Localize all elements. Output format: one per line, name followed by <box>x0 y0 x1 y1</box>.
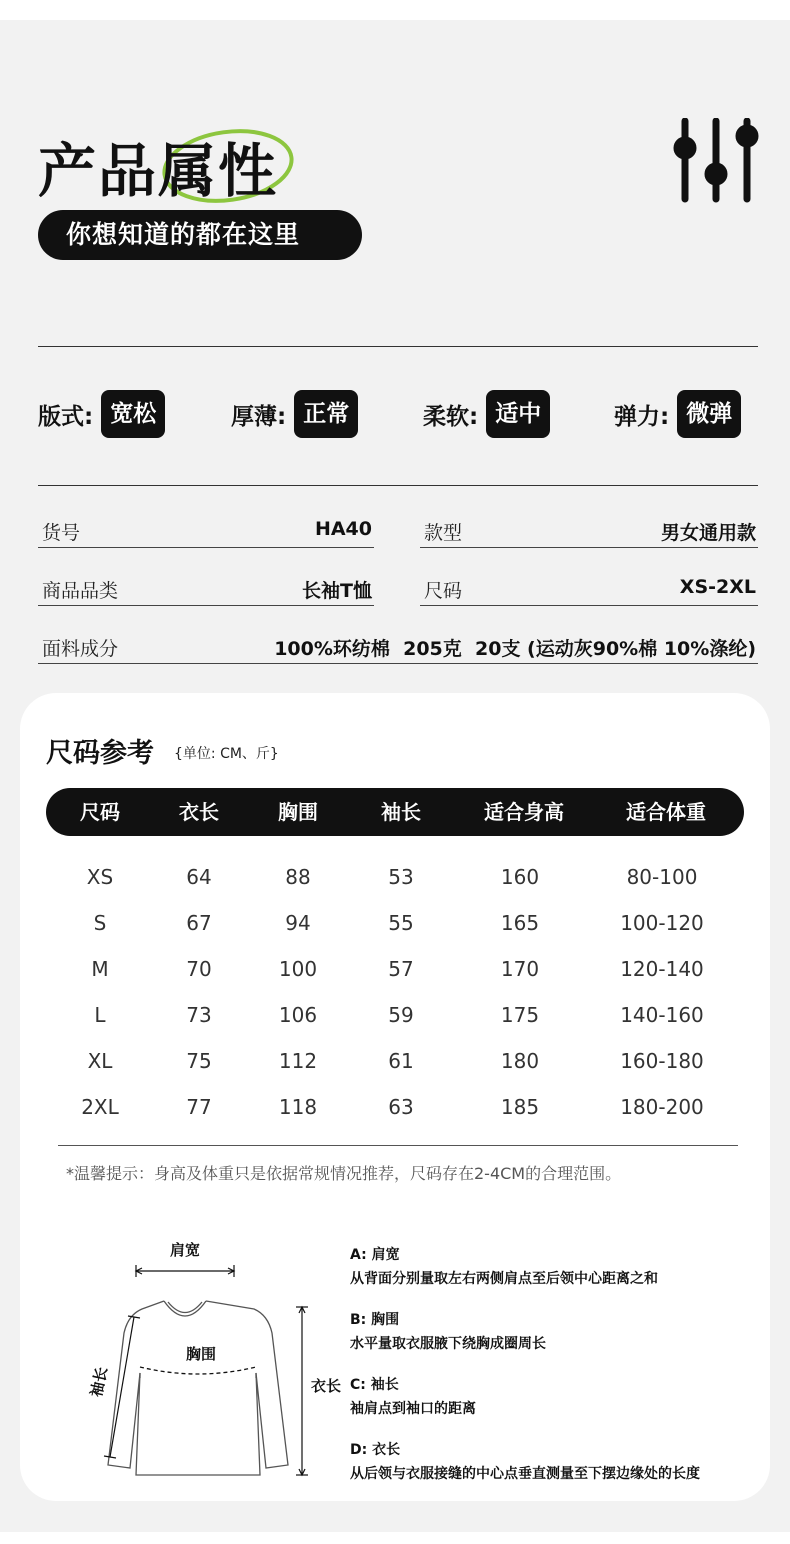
info-value: 男女通用款 <box>660 522 756 544</box>
length-label: 衣长 <box>310 1377 342 1395</box>
col-header: 衣长 <box>179 800 219 824</box>
attr-label: 厚薄: <box>231 403 287 430</box>
attr-label: 版式: <box>38 403 94 430</box>
page-background <box>0 20 790 1532</box>
table-cell: 160 <box>500 865 540 889</box>
shoulder-label: 肩宽 <box>169 1241 201 1259</box>
row-line <box>38 547 374 548</box>
table-cell: 70 <box>186 957 212 981</box>
info-fabric <box>38 634 758 664</box>
info-label: 货号 <box>42 522 81 544</box>
measure-desc: 从背面分别量取左右两侧肩点至后领中心距离之和 <box>350 1271 658 1287</box>
row-line <box>38 605 374 606</box>
col-header: 适合身高 <box>484 800 564 824</box>
table-cell: 118 <box>278 1095 318 1119</box>
measure-sleeve <box>350 1374 476 1418</box>
table-cell: 170 <box>500 957 540 981</box>
info-label: 尺码 <box>424 580 463 602</box>
attr-thickness <box>231 390 358 438</box>
col-header: 袖长 <box>381 800 421 824</box>
length-arrow <box>296 1307 308 1475</box>
sleeve-label: 袖长 <box>87 1365 112 1399</box>
chest-line <box>140 1367 256 1374</box>
tshirt-diagram <box>70 1223 350 1483</box>
table-cell: 175 <box>500 1003 540 1027</box>
measure-title: D: 衣长 <box>350 1442 401 1458</box>
page-title: 产品属性 <box>38 137 279 205</box>
table-cell: 53 <box>388 865 414 889</box>
size-table-header <box>46 788 744 836</box>
info-label: 商品品类 <box>42 580 119 602</box>
measure-length <box>350 1439 700 1483</box>
attr-value-chip: 适中 <box>486 390 550 438</box>
table-cell: 180 <box>500 1049 540 1073</box>
table-cell: 73 <box>186 1003 212 1027</box>
table-cell: 140-160 <box>620 1003 704 1027</box>
measure-chest <box>350 1309 546 1353</box>
row-line <box>420 547 758 548</box>
attr-elasticity <box>614 390 741 438</box>
attr-label: 柔软: <box>423 403 479 430</box>
table-cell: 100 <box>278 957 318 981</box>
measure-desc: 袖肩点到袖口的距离 <box>350 1401 476 1417</box>
attr-value-chip: 宽松 <box>101 390 165 438</box>
table-cell: 77 <box>186 1095 212 1119</box>
divider <box>38 346 758 347</box>
info-size <box>420 576 758 606</box>
info-value: 100%环纺棉 205克 20支 (运动灰90%棉 10%涤纶) <box>274 638 756 660</box>
divider <box>58 1145 738 1146</box>
measure-title: C: 袖长 <box>350 1377 399 1393</box>
row-line <box>420 605 758 606</box>
table-cell: 185 <box>500 1095 540 1119</box>
table-cell: 57 <box>388 957 414 981</box>
size-cell: XL <box>87 1049 113 1073</box>
table-cell: 112 <box>278 1049 318 1073</box>
info-label: 款型 <box>424 522 463 544</box>
info-value: HA40 <box>314 518 372 540</box>
table-cell: 64 <box>186 865 212 889</box>
measure-desc: 从后领与衣服接缝的中心点垂直测量至下摆边缘处的长度 <box>350 1466 700 1482</box>
divider <box>38 485 758 486</box>
size-cell: M <box>91 957 109 981</box>
col-header: 尺码 <box>80 800 120 824</box>
row-line <box>38 663 758 664</box>
title-block <box>38 118 308 218</box>
table-cell: 61 <box>388 1049 414 1073</box>
table-cell: 120-140 <box>620 957 704 981</box>
table-cell: 160-180 <box>620 1049 704 1073</box>
sliders-icon <box>670 118 762 204</box>
info-label: 面料成分 <box>42 638 119 660</box>
attr-value-chip: 微弹 <box>677 390 741 438</box>
measure-title: A: 肩宽 <box>350 1247 400 1263</box>
size-cell: S <box>93 911 107 935</box>
attr-fit <box>38 390 165 438</box>
subtitle-pill: 你想知道的都在这里 <box>38 210 362 260</box>
table-cell: 63 <box>388 1095 414 1119</box>
chest-label: 胸围 <box>185 1345 217 1363</box>
table-cell: 59 <box>388 1003 414 1027</box>
info-category <box>38 576 374 606</box>
table-cell: 180-200 <box>620 1095 704 1119</box>
table-cell: 165 <box>500 911 540 935</box>
table-cell: 88 <box>285 865 311 889</box>
sleeve-arrow <box>104 1316 140 1458</box>
table-cell: 100-120 <box>620 911 704 935</box>
attr-softness <box>423 390 550 438</box>
info-item-no <box>38 518 374 548</box>
size-cell: 2XL <box>81 1095 119 1119</box>
info-value: 长袖T恤 <box>302 580 372 602</box>
size-cell: XS <box>86 865 114 889</box>
attr-label: 弹力: <box>614 403 670 430</box>
table-cell: 67 <box>186 911 212 935</box>
attr-value-chip: 正常 <box>294 390 358 438</box>
tshirt-outline <box>108 1301 288 1475</box>
size-unit: {单位: CM、斤} <box>174 746 279 762</box>
info-style <box>420 518 758 548</box>
col-header: 适合体重 <box>626 800 706 824</box>
col-header: 胸围 <box>278 800 318 824</box>
table-cell: 75 <box>186 1049 212 1073</box>
table-cell: 80-100 <box>626 865 698 889</box>
size-tip: *温馨提示：身高及体重只是依据常规情况推荐，尺码存在2-4CM的合理范围。 <box>66 1164 622 1183</box>
shoulder-arrow <box>136 1265 234 1277</box>
table-cell: 55 <box>388 911 414 935</box>
measure-shoulder <box>350 1244 658 1288</box>
size-cell: L <box>94 1003 106 1027</box>
table-cell: 106 <box>278 1003 318 1027</box>
measure-title: B: 胸围 <box>350 1312 400 1328</box>
size-card <box>20 693 770 1501</box>
measure-desc: 水平量取衣服腋下绕胸成圈周长 <box>350 1336 546 1352</box>
info-value: XS-2XL <box>679 576 756 598</box>
table-cell: 94 <box>285 911 311 935</box>
size-title: 尺码参考 <box>46 738 154 769</box>
